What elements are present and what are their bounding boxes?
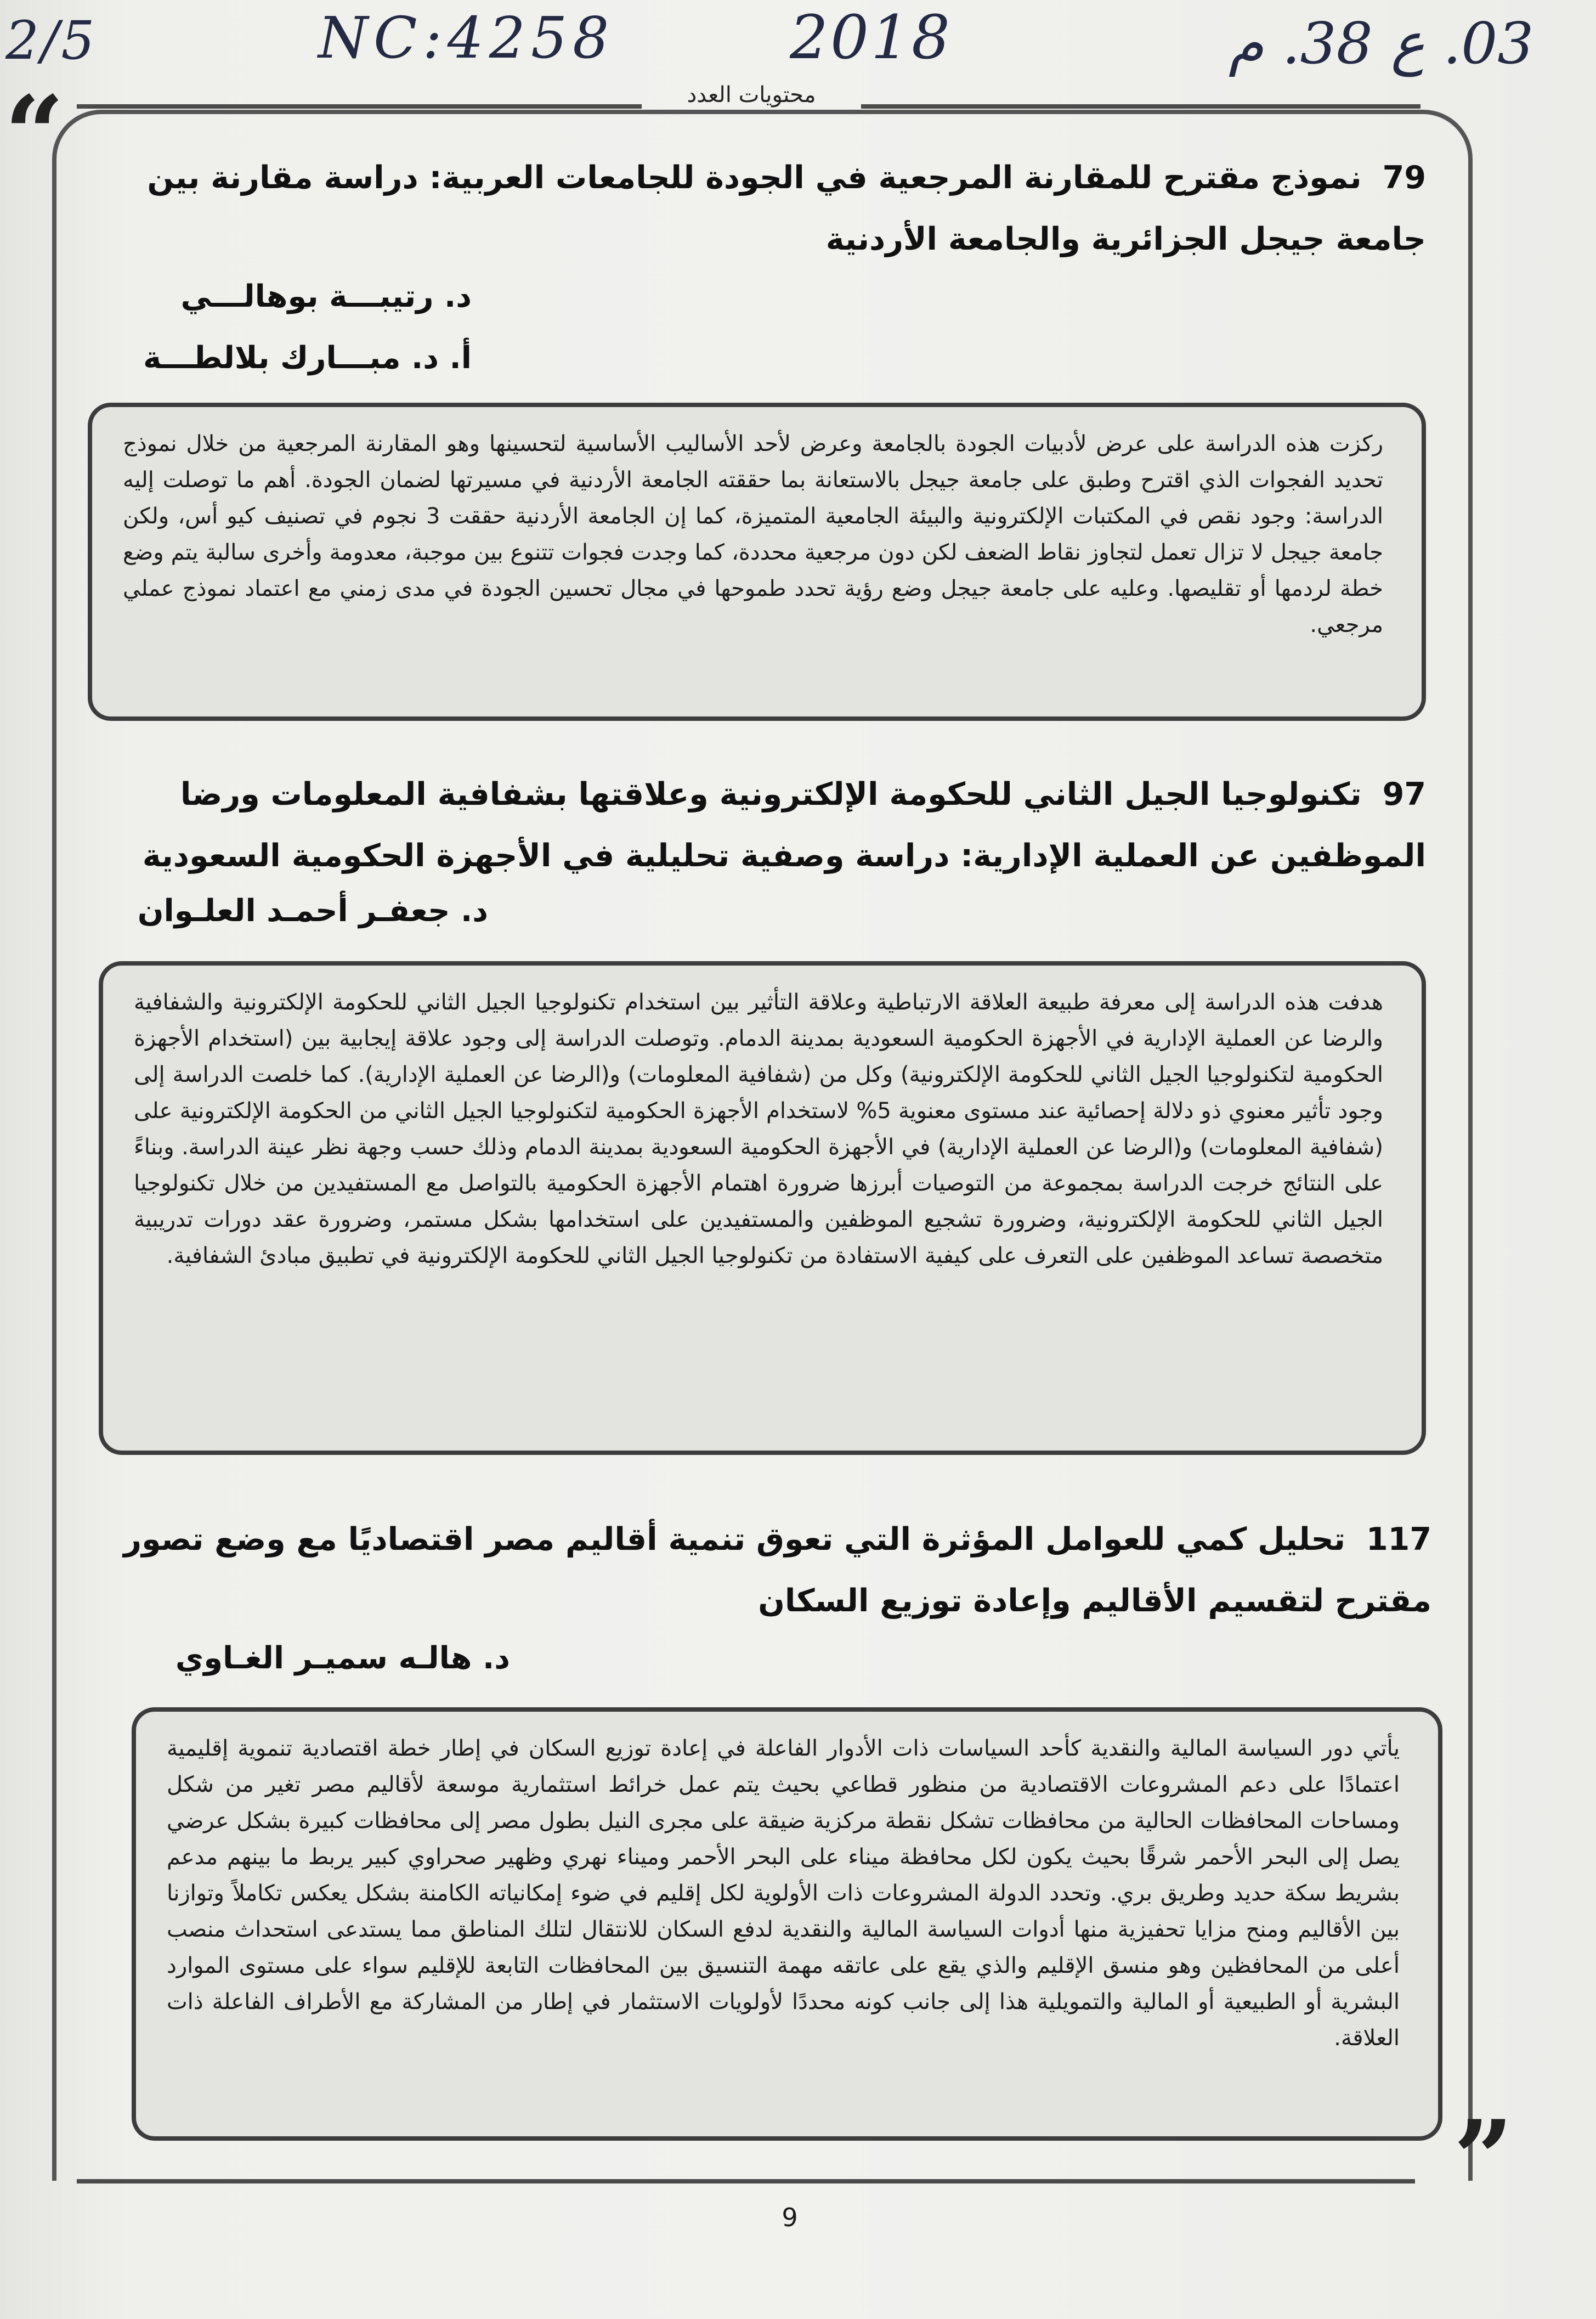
- entry-title: [71, 764, 1426, 887]
- entry-abstract: ركزت هذه الدراسة على عرض لأدبيات الجودة بالجامعة وعرض لأحد الأساليب الأساسية لتحسينها وهو المقارنة المرجعية من خلال نموذج تحديد الفجوات الذي اقترح وطبق على جامعة جيجل بالاستعانة بما حققته الجامعة الأردنية في مسيرتها لضمان الجودة. أهم ما توصلت إليه الدراسة: وجود نقص في المكتبات الإلكترونية والبيئة الجامعية المتميزة، كما إن الجامعة الأردنية حققت 3 نجوم في تصنيف كيو أس، ولكن جامعة جيجل لا تزال تعمل لتجاوز نقاط الضعف لكن دون مرجعية محددة، كما وجدت فجوات تتنوع بين موجبة، معدومة وأخرى سالبة يتم وضع خطة لردمها أو تقليصها. وعليه على جامعة جيجل وضع رؤية تحدد طموحها في مجال تحسين الجودة في مدى زمني مع اعتماد نموذج عملي مرجعي.: [88, 403, 1426, 721]
- entry-title-text: تحليل كمي للعوامل المؤثرة التي تعوق تنمية أقاليم مصر اقتصاديًا مع وضع تصور مقترح لتقسيم الأقاليم وإعادة توزيع السكان: [123, 1521, 1431, 1619]
- entry-abstract: يأتي دور السياسة المالية والنقدية كأحد السياسات ذات الأدوار الفاعلة في إعادة توزيع السكان في إطار خطة اقتصادية تنموية إقليمية اعتمادًا على دعم المشروعات الاقتصادية من منظور قطاعي بحيث يتم عمل خرائط استثمارية موسعة لأقاليم مصر تغير من شكل ومساحات المحافظات الحالية من محافظات تشكل نقطة مركزية ضيقة على مجرى النيل بطول مصر إلى محافظات كبيرة بشكل عرضي يصل إلى البحر الأحمر شرقًا بحيث يكون لكل محافظة ميناء على البحر الأحمر وميناء نهري وظهير صحراوي كبير يربط ما بينهم مدعم بشريط سكة حديد وطريق بري. وتحدد الدولة المشروعات ذات الأولوية لكل إقليم في ضوء إمكانياته الكامنة بشكل يعكس تكاملاً وتوازنا بين الأقاليم ومنح مزايا تحفيزية منها أدوات السياسة المالية والنقدية لدفع السكان للانتقال لتلك المناطق مما يستدعى استحداث منصب أعلى من المحافظين وهو منسق الإقليم والذي يقع على عاتقه مهمة التنسيق بين المحافظات التابعة للإقليم سواء على مستوى الموارد البشرية أو الطبيعية أو المالية والتمويلية هذا إلى جانب كونه محددًا لأولويات الاستثمار في إطار من المشاركة مع الأطراف الفاعلة ذات العلاقة.: [132, 1707, 1442, 2141]
- entry-abstract: هدفت هذه الدراسة إلى معرفة طبيعة العلاقة الارتباطية وعلاقة التأثير بين استخدام تكنولوجيا الجيل الثاني للحكومة الإلكترونية والشفافية والرضا عن العملية الإدارية في الأجهزة الحكومية السعودية بمدينة الدمام. وتوصلت الدراسة إلى وجود علاقة إيجابية بين (استخدام الأجهزة الحكومية لتكنولوجيا الجيل الثاني للحكومة الإلكترونية) وكل من (شفافية المعلومات) و(الرضا عن العملية الإدارية). كما خلصت الدراسة إلى وجود تأثير معنوي ذو دلالة إحصائية عند مستوى معنوية 5% لاستخدام الأجهزة الحكومية لتكنولوجيا الجيل الثاني من الحكومة الإلكترونية على (شفافية المعلومات) و(الرضا عن العملية الإدارية) في الأجهزة الحكومية السعودية بمدينة الدمام وذلك حسب وجهة نظر عينة الدراسة. وبناءً على النتائج خرجت الدراسة بمجموعة من التوصيات أبرزها ضرورة اهتمام الأجهزة الحكومية بالتواصل مع المستفيدين من خلال تكنولوجيا الجيل الثاني للحكومة الإلكترونية، وضرورة تشجيع الموظفين والمستفيدين على استخدامها بشكل مستمر، وضرورة عقد دورات تدريبية متخصصة تساعد الموظفين على التعرف على كيفية الاستفادة من تكنولوجيا الجيل الثاني للحكومة الإلكترونية في تطبيق مبادئ الشفافية.: [99, 961, 1426, 1455]
- footer-rule: [77, 2179, 1415, 2183]
- entry-page-number: 79: [1382, 160, 1426, 196]
- header-rule-right: [861, 104, 1420, 109]
- close-quote-icon: ”: [1453, 2097, 1514, 2220]
- handwritten-fraction: 2/5: [5, 10, 97, 71]
- handwritten-volume-note: 03. ع 38. م: [1229, 10, 1534, 77]
- entry-title: [71, 1509, 1431, 1632]
- entry-title: [71, 147, 1426, 270]
- handwritten-year: 2018: [790, 2, 952, 72]
- contents-header-title: محتويات العدد: [687, 82, 816, 108]
- entry-author: أ. د. مبـــارك بلالطـــة: [143, 340, 472, 376]
- header-rule-left: [77, 104, 642, 109]
- entry-author: د. رتيبـــة بوهالـــي: [180, 279, 472, 314]
- page-number: 9: [782, 2203, 798, 2232]
- entry-author: د. جعفـر أحمـد العلـوان: [137, 893, 488, 929]
- entry-author: د. هالـه سميـر الغـاوي: [175, 1640, 510, 1676]
- handwritten-code: NC:4258: [318, 4, 615, 71]
- entry-page-number: 97: [1382, 776, 1426, 813]
- entry-page-number: 117: [1366, 1521, 1431, 1558]
- open-quote-icon: “: [4, 73, 65, 195]
- entry-title-text: نموذج مقترح للمقارنة المرجعية في الجودة للجامعات العربية: دراسة مقارنة بين جامعة جيجل الجزائرية والجامعة الأردنية: [147, 160, 1426, 257]
- entry-title-text: تكنولوجيا الجيل الثاني للحكومة الإلكترونية وعلاقتها بشفافية المعلومات ورضا الموظفين عن العملية الإدارية: دراسة وصفية تحليلية في الأجهزة الحكومية السعودية: [142, 776, 1426, 874]
